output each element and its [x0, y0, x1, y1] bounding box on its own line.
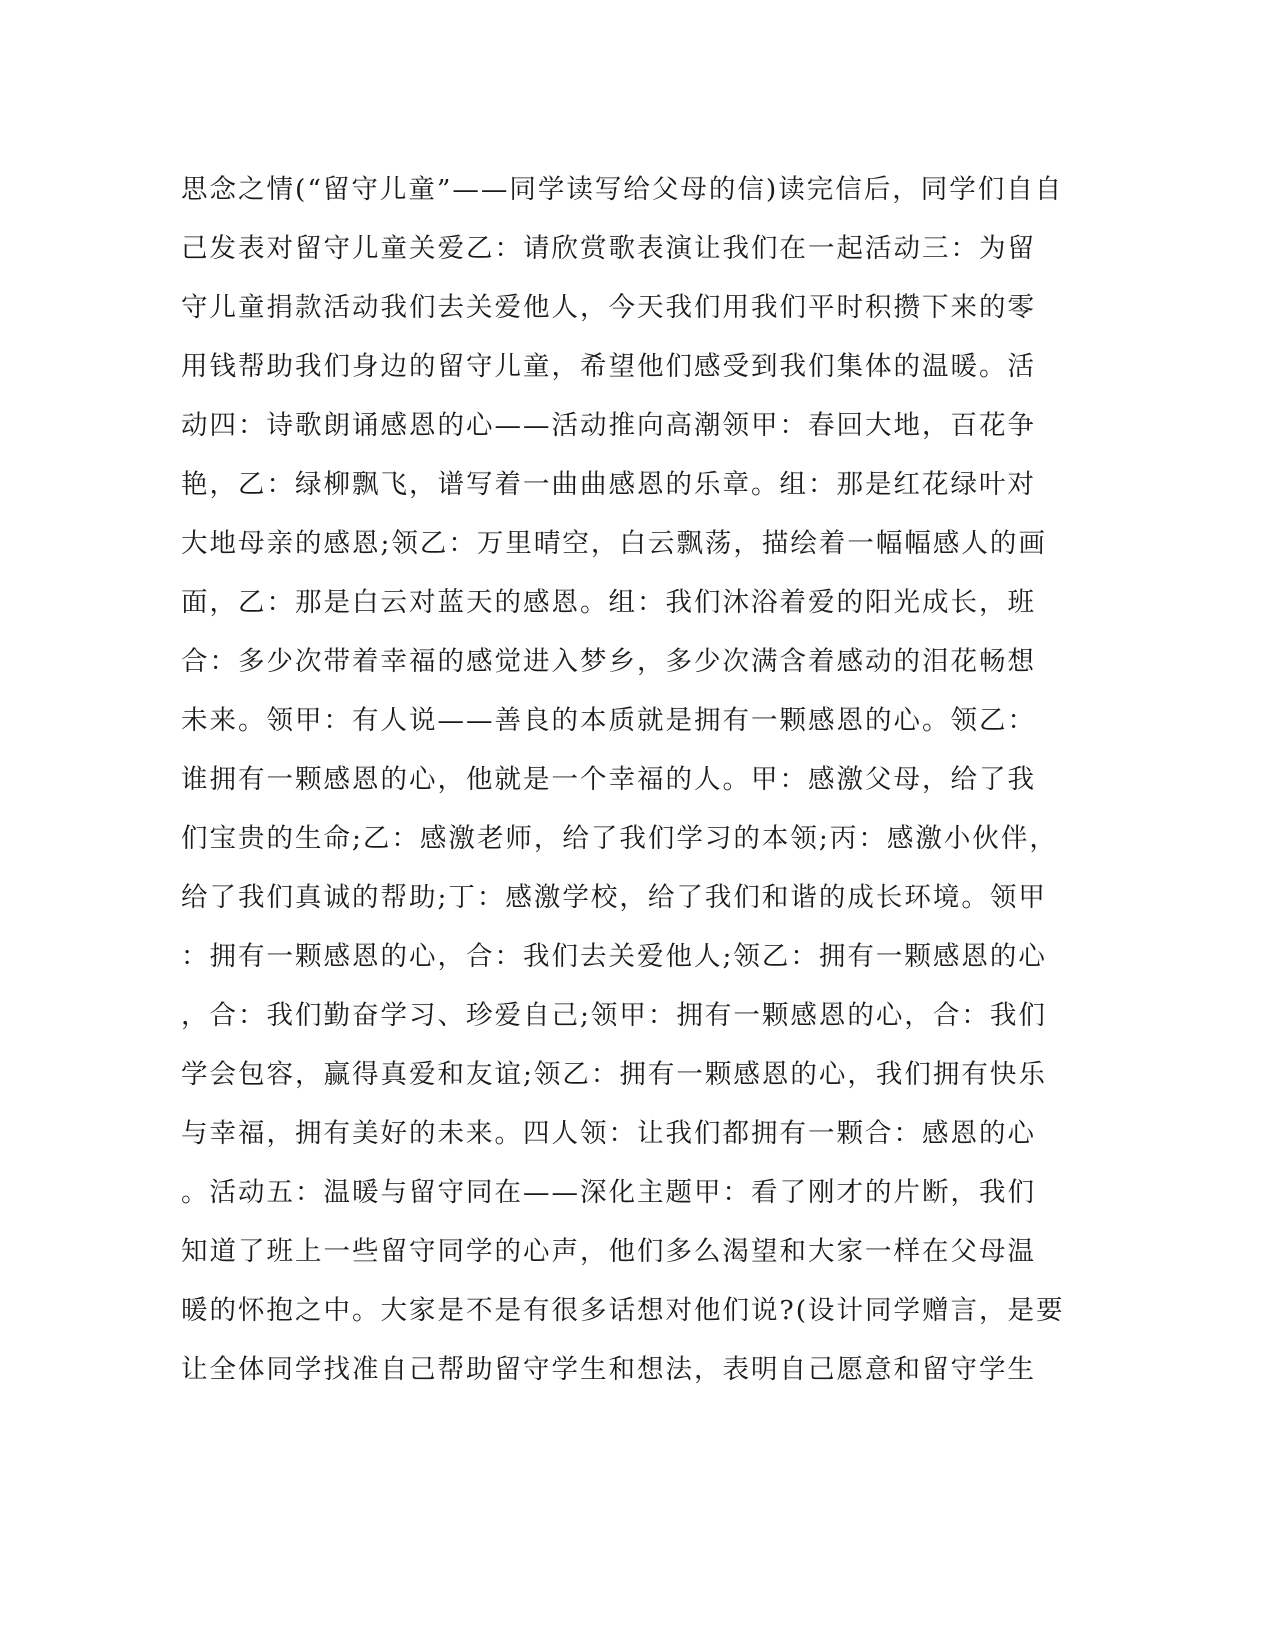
text-line-21: 让全体同学找准自己帮助留守学生和想法，表明自己愿意和留守学生: [181, 1354, 1036, 1385]
text-line-19: 知道了班上一些留守同学的心声，他们多么渴望和大家一样在父母温: [181, 1236, 1036, 1267]
text-line-11: 谁拥有一颗感恩的心，他就是一个幸福的人。甲：感激父母，给了我: [181, 764, 1036, 795]
text-line-12: 们宝贵的生命;乙：感激老师，给了我们学习的本领;丙：感激小伙伴，: [181, 823, 1058, 854]
text-line-5: 动四：诗歌朗诵感恩的心——活动推向高潮领甲：春回大地，百花争: [181, 410, 1036, 441]
text-line-10: 未来。领甲：有人说——善良的本质就是拥有一颗感恩的心。领乙：: [181, 705, 1036, 736]
text-line-16: 学会包容，赢得真爱和友谊;领乙：拥有一颗感恩的心，我们拥有快乐: [181, 1059, 1047, 1090]
text-line-18: 。活动五：温暖与留守同在——深化主题甲：看了刚才的片断，我们: [181, 1177, 1036, 1208]
text-line-1: 思念之情(“留守儿童”——同学读写给父母的信)读完信后，同学们自自: [181, 174, 1064, 205]
text-line-20: 暖的怀抱之中。大家是不是有很多话想对他们说?(设计同学赠言，是要: [181, 1295, 1065, 1326]
text-line-3: 守儿童捐款活动我们去关爱他人，今天我们用我们平时积攒下来的零: [181, 292, 1036, 323]
text-line-17: 与幸福，拥有美好的未来。四人领：让我们都拥有一颗合：感恩的心: [181, 1118, 1036, 1149]
text-line-2: 己发表对留守儿童关爱乙：请欣赏歌表演让我们在一起活动三：为留: [181, 233, 1036, 264]
text-line-7: 大地母亲的感恩;领乙：万里晴空，白云飘荡，描绘着一幅幅感人的画: [181, 528, 1047, 559]
body-text: [181, 160, 1065, 1399]
text-line-15: ，合：我们勤奋学习、珍爱自己;领甲：拥有一颗感恩的心，合：我们: [181, 1000, 1047, 1031]
text-line-13: 给了我们真诚的帮助;丁：感激学校，给了我们和谐的成长环境。领甲: [181, 882, 1047, 913]
text-line-14: ：拥有一颗感恩的心，合：我们去关爱他人;领乙：拥有一颗感恩的心: [181, 941, 1047, 972]
text-line-4: 用钱帮助我们身边的留守儿童，希望他们感受到我们集体的温暖。活: [181, 351, 1036, 382]
text-line-8: 面，乙：那是白云对蓝天的感恩。组：我们沐浴着爱的阳光成长，班: [181, 587, 1036, 618]
text-line-9: 合：多少次带着幸福的感觉进入梦乡，多少次满含着感动的泪花畅想: [181, 646, 1036, 677]
text-line-6: 艳，乙：绿柳飘飞，谱写着一曲曲感恩的乐章。组：那是红花绿叶对: [181, 469, 1036, 500]
